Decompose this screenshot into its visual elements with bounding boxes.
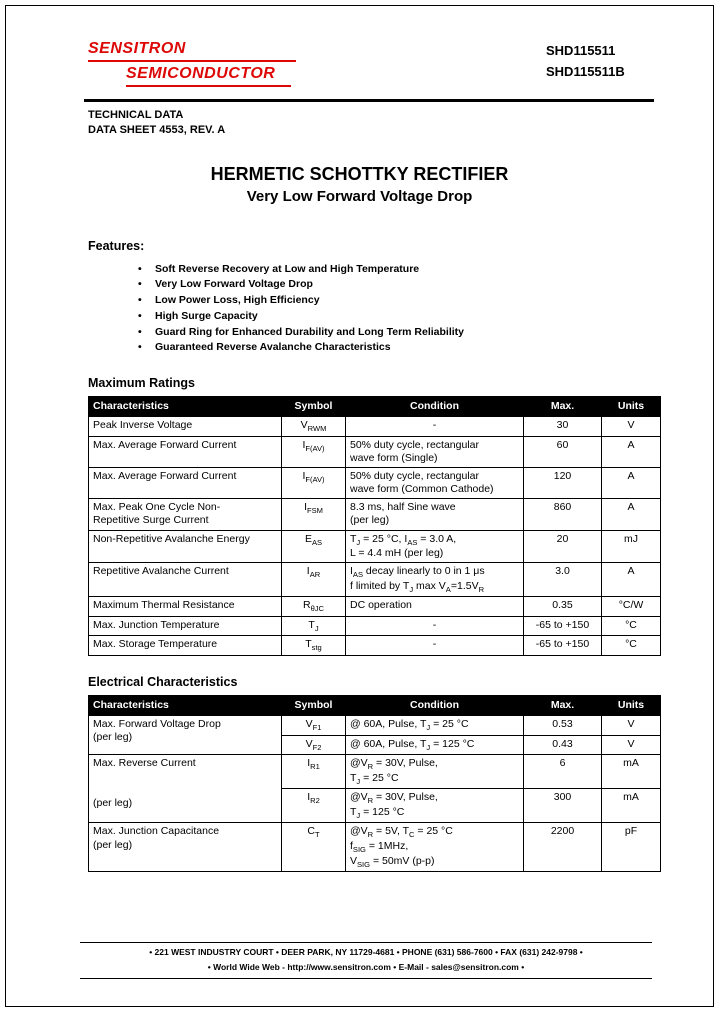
units-cell: A xyxy=(602,468,661,499)
max-cell: 0.43 xyxy=(524,735,602,755)
max-cell: 20 xyxy=(524,530,602,563)
feature-item: • Guard Ring for Enhanced Durability and Long Term Reliability xyxy=(138,325,713,341)
characteristic-cell: Non-Repetitive Avalanche Energy xyxy=(89,530,282,563)
table-row xyxy=(89,716,661,736)
condition-cell: @ 60A, Pulse, $T_J = 125$ °C xyxy=(346,735,524,755)
column-header: Condition xyxy=(346,397,524,417)
table-row xyxy=(89,436,661,467)
condition-cell: $T_J = 25$ °C, $I_{AS} = 3.0$ A, L = 4.4 mH (per leg) xyxy=(346,530,524,563)
column-header: Condition xyxy=(346,696,524,716)
page-title: HERMETIC SCHOTTKY RECTIFIER xyxy=(210,163,509,184)
part-numbers xyxy=(546,40,625,83)
condition-cell: - xyxy=(346,636,524,656)
table-row xyxy=(89,468,661,499)
max-ratings-head-row xyxy=(89,397,661,417)
max-cell: 30 xyxy=(524,417,602,437)
max-cell: 60 xyxy=(524,436,602,467)
table-row xyxy=(89,597,661,617)
symbol-cell: $R_{\theta JC}$ xyxy=(282,597,346,617)
max-cell: 0.35 xyxy=(524,597,602,617)
units-cell: mA xyxy=(602,755,661,789)
max-cell: 2200 xyxy=(524,823,602,872)
table-row xyxy=(89,755,661,789)
datasheet-rev-label: DATA SHEET 4553, REV. A xyxy=(88,123,226,136)
condition-cell: - xyxy=(346,616,524,636)
units-cell: V xyxy=(602,716,661,736)
condition-cell: 8.3 ms, half Sine wave (per leg) xyxy=(346,499,524,530)
condition-cell: 50% duty cycle, rectangular wave form (Common Cathode) xyxy=(346,468,524,499)
units-cell: °C xyxy=(602,636,661,656)
column-header: Max. xyxy=(524,696,602,716)
column-header: Max. xyxy=(524,397,602,417)
condition-cell: @ 60A, Pulse, $T_J = 25$ °C xyxy=(346,716,524,736)
max-ratings-table xyxy=(88,396,661,656)
table-row xyxy=(89,616,661,636)
footer-address-line: • 221 WEST INDUSTRY COURT • DEER PARK, NY 11729-4681 • PHONE (631) 586-7600 • FAX (631) 242-9798 • xyxy=(149,947,583,957)
table-row xyxy=(89,823,661,872)
symbol-cell: $C_T$ xyxy=(282,823,346,872)
brand-name: SENSITRON xyxy=(88,40,296,62)
symbol-cell: $I_{AR}$ xyxy=(282,563,346,597)
electrical-body xyxy=(89,716,661,872)
units-cell: °C xyxy=(602,616,661,636)
feature-item: • Very Low Forward Voltage Drop xyxy=(138,277,713,293)
datasheet-page xyxy=(5,5,714,1007)
electrical-heading: Electrical Characteristics xyxy=(88,675,238,690)
max-cell: -65 to +150 xyxy=(524,616,602,636)
max-cell: 0.53 xyxy=(524,716,602,736)
condition-cell: $@V_R = 5V$, $T_C = 25$ °C $f_{SIG} = 1MHz$, $V_{SIG} = 50mV$ (p-p) xyxy=(346,823,524,872)
column-header: Characteristics xyxy=(89,696,282,716)
units-cell: pF xyxy=(602,823,661,872)
symbol-cell: $E_{AS}$ xyxy=(282,530,346,563)
max-cell: 120 xyxy=(524,468,602,499)
feature-item: • High Surge Capacity xyxy=(138,309,713,325)
symbol-cell: $T_J$ xyxy=(282,616,346,636)
header-rule xyxy=(84,99,654,102)
features-heading: Features: xyxy=(88,238,145,253)
part-number-2: SHD115511B xyxy=(546,64,625,80)
characteristic-cell: Max. Forward Voltage Drop (per leg) xyxy=(89,716,282,755)
feature-item: • Soft Reverse Recovery at Low and High Temperature xyxy=(138,262,713,278)
characteristic-cell: Max. Storage Temperature xyxy=(89,636,282,656)
units-cell: A xyxy=(602,563,661,597)
units-cell: A xyxy=(602,436,661,467)
characteristic-cell: Max. Average Forward Current xyxy=(89,436,282,467)
units-cell: °C/W xyxy=(602,597,661,617)
footer-web-line: • World Wide Web - http://www.sensitron.com • E-Mail - sales@sensitron.com • xyxy=(207,961,525,972)
page-subtitle: Very Low Forward Voltage Drop xyxy=(246,187,473,205)
condition-cell: $@V_R = 30V$, Pulse, $T_J = 25$ °C xyxy=(346,755,524,789)
electrical-head-row xyxy=(89,696,661,716)
characteristic-cell: Maximum Thermal Resistance xyxy=(89,597,282,617)
max-cell: 6 xyxy=(524,755,602,789)
symbol-cell: $I_{F(AV)}$ xyxy=(282,436,346,467)
column-header: Units xyxy=(602,397,661,417)
brand-subname: SEMICONDUCTOR xyxy=(126,65,291,87)
symbol-cell: $I_{R1}$ xyxy=(282,755,346,789)
symbol-cell: $V_{F2}$ xyxy=(282,735,346,755)
characteristic-cell: Max. Average Forward Current xyxy=(89,468,282,499)
symbol-cell: $V_{RWM}$ xyxy=(282,417,346,437)
units-cell: V xyxy=(602,735,661,755)
feature-item: • Guaranteed Reverse Avalanche Characteristics xyxy=(138,340,713,356)
column-header: Characteristics xyxy=(89,397,282,417)
symbol-cell: $I_{FSM}$ xyxy=(282,499,346,530)
column-header: Symbol xyxy=(282,696,346,716)
symbol-cell: $I_{F(AV)}$ xyxy=(282,468,346,499)
brand-subname-row xyxy=(126,62,713,87)
max-ratings-heading: Maximum Ratings xyxy=(88,376,195,391)
characteristic-cell: Peak Inverse Voltage xyxy=(89,417,282,437)
column-header: Symbol xyxy=(282,397,346,417)
units-cell: A xyxy=(602,499,661,530)
characteristic-cell: Max. Reverse Current (per leg) xyxy=(89,755,282,823)
units-cell: mJ xyxy=(602,530,661,563)
table-row xyxy=(89,563,661,597)
max-cell: 300 xyxy=(524,789,602,823)
characteristic-cell: Repetitive Avalanche Current xyxy=(89,563,282,597)
table-row xyxy=(89,530,661,563)
table-row xyxy=(89,417,661,437)
features-list xyxy=(138,262,713,357)
feature-item: • Low Power Loss, High Efficiency xyxy=(138,293,713,309)
symbol-cell: $V_{F1}$ xyxy=(282,716,346,736)
part-number-1: SHD115511 xyxy=(546,43,616,58)
max-cell: 860 xyxy=(524,499,602,530)
table-row xyxy=(89,499,661,530)
electrical-table xyxy=(88,695,661,872)
technical-data-label: TECHNICAL DATA xyxy=(88,109,184,121)
characteristic-cell: Max. Peak One Cycle Non- Repetitive Surge Current xyxy=(89,499,282,530)
max-cell: 3.0 xyxy=(524,563,602,597)
max-cell: -65 to +150 xyxy=(524,636,602,656)
characteristic-cell: Max. Junction Capacitance (per leg) xyxy=(89,823,282,872)
condition-cell: $@V_R = 30V$, Pulse, $T_J = 125$ °C xyxy=(346,789,524,823)
condition-cell: DC operation xyxy=(346,597,524,617)
symbol-cell: $T_{stg}$ xyxy=(282,636,346,656)
table-row xyxy=(89,636,661,656)
page-footer xyxy=(80,942,652,979)
condition-cell: 50% duty cycle, rectangular wave form (Single) xyxy=(346,436,524,467)
units-cell: mA xyxy=(602,789,661,823)
units-cell: V xyxy=(602,417,661,437)
condition-cell: - xyxy=(346,417,524,437)
condition-cell: $I_{AS}$ decay linearly to 0 in 1 μs f limited by $T_J$ $\max V_A=1.5V_R$ xyxy=(346,563,524,597)
max-ratings-body xyxy=(89,417,661,656)
characteristic-cell: Max. Junction Temperature xyxy=(89,616,282,636)
symbol-cell: $I_{R2}$ xyxy=(282,789,346,823)
column-header: Units xyxy=(602,696,661,716)
